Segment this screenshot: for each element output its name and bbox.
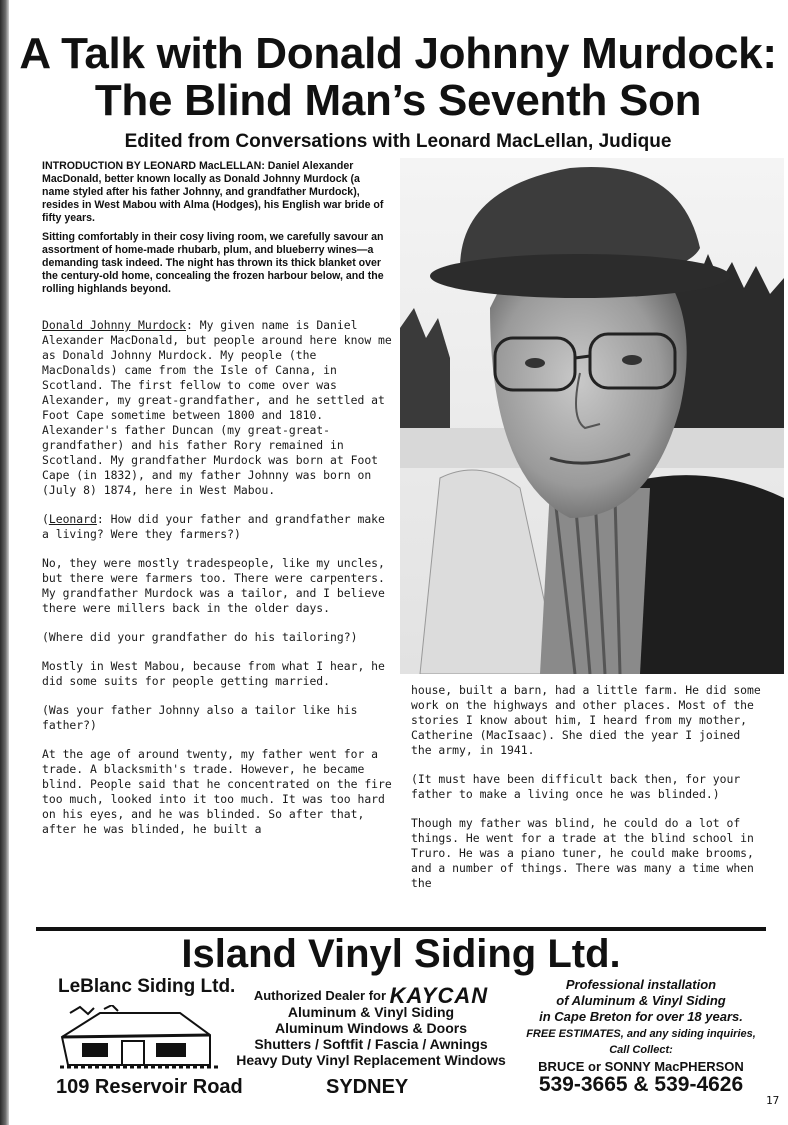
answer-paragraph: Though my father was blind, he could do a lot of things. He went for a trade at the blind school in Truro. He was a piano tuner, he could make brooms, and a number of things. There was many a time when the [411, 816, 754, 890]
ad-service-block [516, 977, 766, 1075]
ad-leblanc-name: LeBlanc Siding Ltd. [58, 976, 236, 997]
portrait-photo [400, 158, 784, 674]
question-paragraph: (Where did your grandfather do his tailoring?) [42, 630, 358, 644]
article-column-2 [411, 683, 761, 905]
answer-paragraph: house, built a barn, had a little farm. He did some work on the highways and other places. Most of the stories I know about him, I heard from my mother, Catherine (MacIsaac). She died the year I joined the army, in 1941. [411, 683, 761, 757]
ad-pro-line: in Cape Breton for over 18 years. [539, 1009, 743, 1024]
ad-product-line: Aluminum & Vinyl Siding [287, 1004, 455, 1020]
introduction [42, 160, 390, 302]
answer-paragraph: No, they were mostly tradespeople, like my uncles, but there were farmers too. There were carpenters. My grandfather Murdock was a tailor, and I believe there were millers back in the older days. [42, 556, 385, 615]
house-icon [60, 1005, 220, 1070]
answer-paragraph: Mostly in West Mabou, because from what I hear, he did some suits for people getting married. [42, 659, 385, 688]
kaycan-logo: KAYCAN [389, 983, 489, 1008]
ad-pro-line: of Aluminum & Vinyl Siding [556, 993, 726, 1008]
article-title [18, 30, 778, 124]
intro-paragraph-2: Sitting comfortably in their cosy living room, we carefully savour an assortment of home-made rhubarb, plum, and blueberry wines—a demanding task indeed. The night has thrown its thick blanket over the century-old home, concealing the frozen harbour below, and the rolling highlands beyond. [42, 231, 384, 295]
answer-paragraph: Donald Johnny Murdock: My given name is Daniel Alexander MacDonald, but people around here know me as Donald Johnny Murdock. My people (the MacDonalds) came from the Isle of Canna, in Scotland. The first fellow to come over was Alexander, my great-grandfather, and he settled at Foot Cape sometime between 1800 and 1810. Alexander's father Duncan (my great-great-grandfather) and his father Rory remained in Scotland. My grandfather Murdock was born at Foot Cape (in 1832), and my father Johnny was born on (July 8) 1874, here in West Mabou. [42, 318, 392, 497]
question-paragraph: (It must have been difficult back then, for your father to make a living once he was blinded.) [411, 772, 741, 801]
intro-paragraph-1: INTRODUCTION BY LEONARD MacLELLAN: Daniel Alexander MacDonald, better known locally as Donald Johnny Murdock (a name styled after his father Johnny, and grandfather Murdock), resides in West Mabou with Alma (Hodges), his English war bride of fifty years. [42, 160, 384, 224]
ad-pro-line: Professional installation [565, 977, 717, 992]
article-subtitle: Edited from Conversations with Leonard MacLellan, Judique [124, 131, 672, 152]
question-paragraph: (Leonard: How did your father and grandfather make a living? Were they farmers?) [42, 512, 385, 541]
ad-product-line: Aluminum Windows & Doors [275, 1020, 467, 1036]
question-paragraph: (Was your father Johnny also a tailor like his father?) [42, 703, 358, 732]
ad-contacts: BRUCE or SONNY MacPHERSON [538, 1059, 744, 1074]
book-binding-shadow [0, 0, 9, 1125]
ad-address: 109 Reservoir Road [56, 1076, 243, 1098]
ad-product-line: Heavy Duty Vinyl Replacement Windows [236, 1052, 506, 1068]
portrait-illustration [400, 158, 784, 674]
ad-company-name: Island Vinyl Siding Ltd. [181, 932, 621, 976]
title-line-2: The Blind Man’s Seventh Son [94, 76, 702, 125]
ad-dealer-line: Authorized Dealer for KAYCAN [253, 983, 489, 1008]
title-line-1: A Talk with Donald Johnny Murdock: [19, 29, 777, 78]
article-column-1 [42, 318, 394, 851]
ad-products-block [226, 983, 516, 1068]
speaker-leonard: Leonard [48, 512, 97, 526]
answer-paragraph: At the age of around twenty, my father went for a trade. A blacksmith's trade. However, he became blind. People said that he concentrated on the fire too much, looked into it too much. It was too hard on his eyes, and he was blinded. So after that, after he was blinded, he built a [42, 747, 392, 836]
ad-product-line: Shutters / Softfit / Fascia / Awnings [254, 1036, 488, 1052]
ad-phone-numbers: 539-3665 & 539-4626 [538, 1073, 744, 1096]
ad-city: SYDNEY [326, 1076, 409, 1098]
page-number: 17 [766, 1094, 780, 1107]
ad-free-estimates: FREE ESTIMATES, and any siding inquiries, [526, 1028, 756, 1040]
ad-call-collect: Call Collect: [609, 1044, 673, 1056]
ad-top-rule [36, 927, 766, 931]
speaker-donald: Donald Johnny Murdock [42, 318, 187, 332]
